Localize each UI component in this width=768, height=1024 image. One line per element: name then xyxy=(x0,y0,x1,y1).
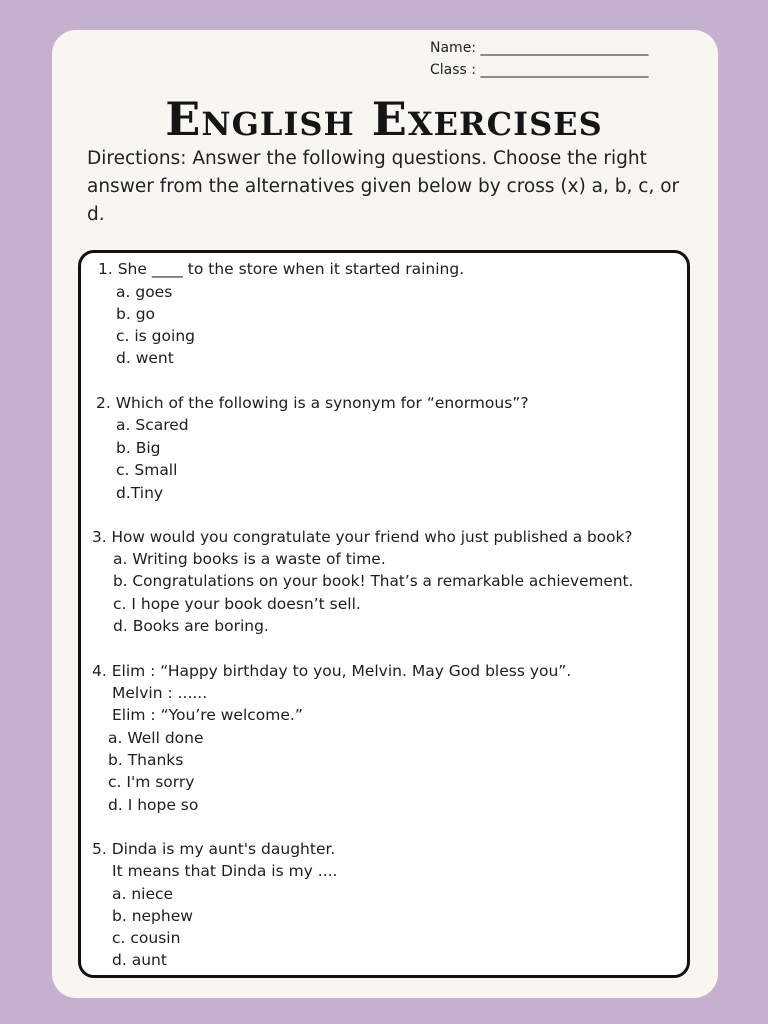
question-2-option-a[interactable]: a. Scared xyxy=(116,416,189,434)
question-1-option-a[interactable]: a. goes xyxy=(116,283,173,301)
question-5-option-b[interactable]: b. nephew xyxy=(112,907,193,925)
question-4-prompt: 4. Elim : “Happy birthday to you, Melvin. May God bless you”. xyxy=(92,662,572,680)
question-3-option-a[interactable]: a. Writing books is a waste of time. xyxy=(113,550,386,568)
question-5-option-d[interactable]: d. aunt xyxy=(112,951,167,969)
class-field[interactable]: Class : ________________________ xyxy=(430,62,649,78)
question-2-option-d[interactable]: d.Tiny xyxy=(116,484,164,502)
question-5-option-c[interactable]: c. cousin xyxy=(112,929,181,947)
student-info xyxy=(430,37,648,81)
question-5-option-a[interactable]: a. niece xyxy=(112,885,174,903)
question-4-option-b[interactable]: b. Thanks xyxy=(108,751,184,769)
question-2-option-b[interactable]: b. Big xyxy=(116,439,161,457)
question-1-option-b[interactable]: b. go xyxy=(116,305,156,323)
question-3-option-c[interactable]: c. I hope your book doesn’t sell. xyxy=(113,595,361,613)
question-2-prompt: 2. Which of the following is a synonym for “enormous”? xyxy=(96,394,529,412)
question-3-prompt: 3. How would you congratulate your friend who just published a book? xyxy=(92,528,633,546)
question-5-prompt: 5. Dinda is my aunt's daughter. xyxy=(92,840,336,858)
question-3-option-b[interactable]: b. Congratulations on your book! That’s a remarkable achievement. xyxy=(113,572,634,590)
question-4-option-c[interactable]: c. I'm sorry xyxy=(108,773,195,791)
page-title: English Exercises xyxy=(165,92,603,146)
question-4-option-a[interactable]: a. Well done xyxy=(108,729,204,747)
question-4-dialogue-melvin: Melvin : ...... xyxy=(112,684,208,702)
question-4-option-d[interactable]: d. I hope so xyxy=(108,796,199,814)
question-2-option-c[interactable]: c. Small xyxy=(116,461,178,479)
question-5-prompt-line-2: It means that Dinda is my .... xyxy=(112,862,338,880)
question-1-option-d[interactable]: d. went xyxy=(116,349,174,367)
name-field[interactable]: Name: ________________________ xyxy=(430,40,649,56)
question-4-dialogue-elim: Elim : “You’re welcome.” xyxy=(112,706,303,724)
question-1-prompt: 1. She ____ to the store when it started raining. xyxy=(98,260,465,278)
question-3-option-d[interactable]: d. Books are boring. xyxy=(113,617,269,635)
question-1-option-c[interactable]: c. is going xyxy=(116,327,195,345)
directions-text: Directions: Answer the following questions. Choose the right answer from the alternatives given below by cross (x) a, b, c, or d. xyxy=(87,148,680,225)
